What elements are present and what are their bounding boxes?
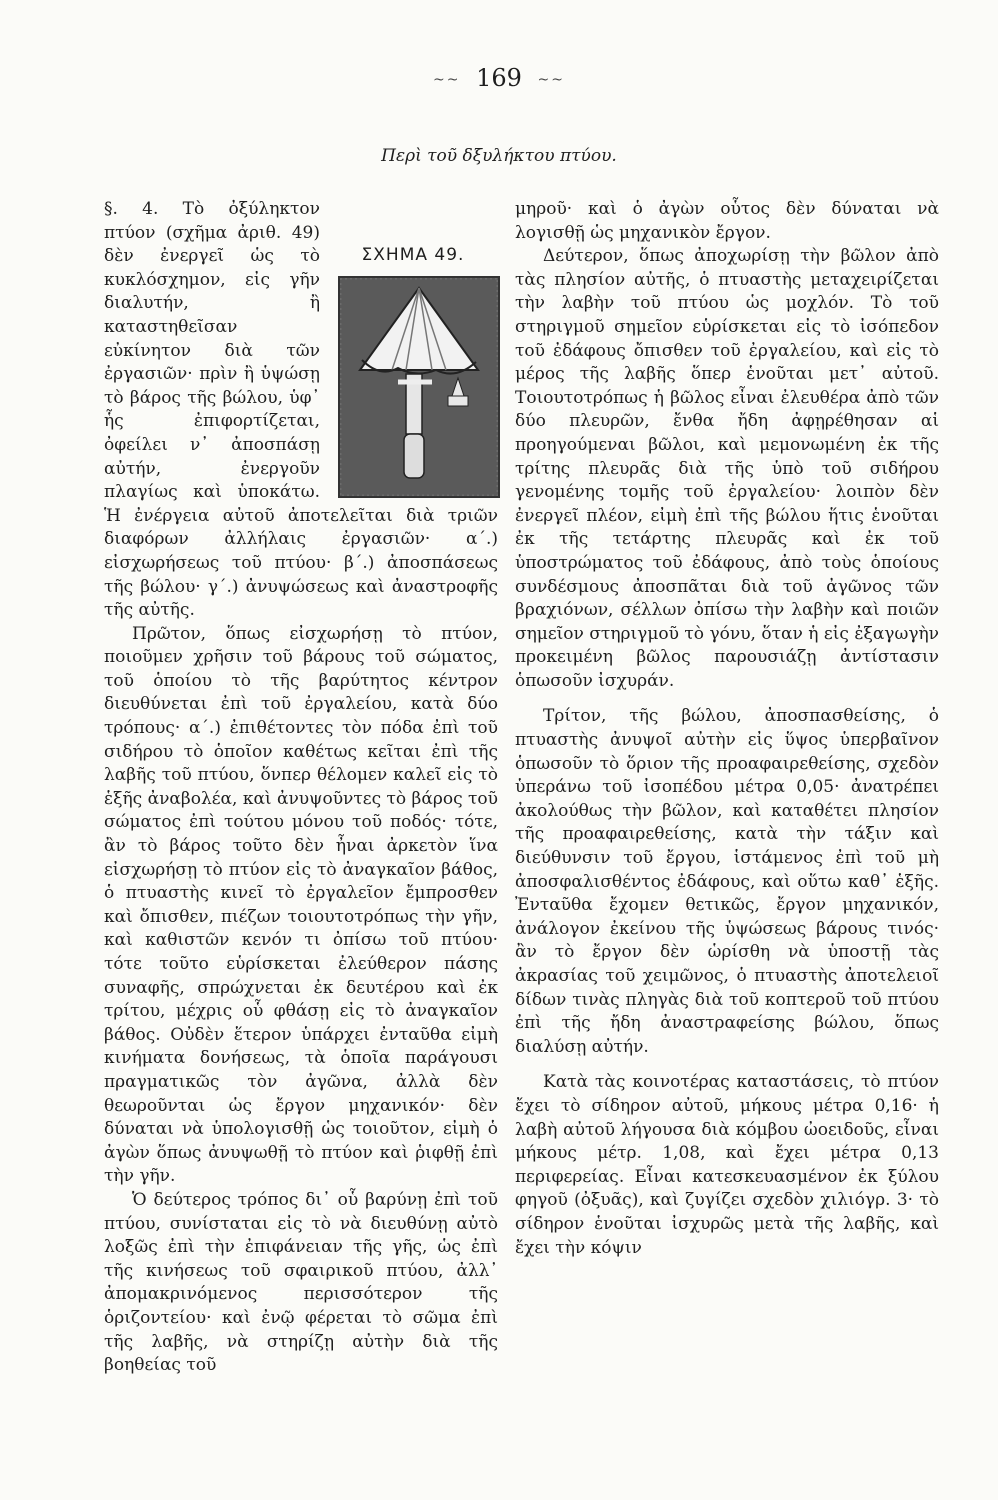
left-paragraph-2: Πρῶτον, ὅπως εἰσχωρήσῃ τὸ πτύον, ποιοῦμεν χρῆσιν τοῦ βάρους τοῦ σώματος, τοῦ ὁποίου τὸ τῆς βαρύτητος κέντρον διευθύνεται ἐπὶ τοῦ ἐργαλείου, κατὰ δύο τρόπους· α΄.) ἐπιθέτοντες τὸν πόδα ἐπὶ τοῦ σιδήρου τὸ ὁποῖον καθέτως κεῖται ἐπὶ τῆς λαβῆς τοῦ πτύου, ὅνπερ θέλομεν καλεῖ εἰς τὸ ἑξῆς ἀναβολέα, καὶ ἀνυψοῦντες τὸ βάρος τοῦ σώματος ἐπὶ τούτου μόνου τοῦ ποδός· τότε, ἂν τὸ βάρος τοῦτο δὲν ἦναι ἀρκετὸν ἵνα εἰσχωρήσῃ τὸ πτύον εἰς τὸ ἀναγκαῖον βάθος, ὁ πτυαστὴς κινεῖ τὸ ἐργαλεῖον ἔμπροσθεν καὶ ὄπισθεν, πιέζων τοιουτοτρόπως τὴν γῆν, καὶ καθιστῶν κενόν τι ὀπίσω τοῦ πτύου· τότε τοῦτο εὑρίσκεται ἐλεύθερον πάσης συναφῆς, σπρώχνεται ἐκ δευτέρου καὶ ἐκ τρίτου, μέχρις οὗ φθάσῃ εἰς τὸ ἀναγκαῖον βάθος. Οὐδὲν ἕτερον ὑπάρχει ἐνταῦθα εἰμὴ κινήματα δονήσεως, τὰ ὁποῖα παράγουσι πραγματικῶς τὸν ἀγῶνα, ἀλλὰ δὲν θεωροῦνται ὡς ἔργον μηχανικόν· δὲν δύναται νὰ ὑπολογισθῇ ὡς τοιοῦτον, εἰμὴ ὁ ἀγὼν ὅπως ἀνυψωθῇ τὸ πτύον καὶ ῥιφθῇ ἐπὶ τὴν γῆν.: [104, 623, 498, 1187]
page-number: 169: [476, 64, 522, 92]
figure-image: [338, 276, 500, 498]
right-paragraph-4: Κατὰ τὰς κοινοτέρας καταστάσεις, τὸ πτύον ἔχει τὸ σίδηρον αὐτοῦ, μήκους μέτρα 0,16· ἡ λαβὴ αὐτοῦ λήγουσα διὰ κόμβου ὠοειδοῦς, εἶναι μήκους μέτρ. 1,08, καὶ ἔχει μέτρα 0,13 περιφερείας. Εἶναι κατεσκευασμένον ἐκ ξύλου φηγοῦ (ὀξυᾶς), καὶ ζυγίζει σχεδὸν χιλιόγρ. 3· τὸ σίδηρον ἑνοῦται ἰσχυρῶς μετὰ τῆς λαβῆς, καὶ ἔχει τὴν κόψιν: [515, 1072, 939, 1258]
page-header: [0, 64, 998, 92]
right-paragraph-3: Τρίτον, τῆς βώλου, ἀποσπασθείσης, ὁ πτυαστὴς ἀνυψοῖ αὐτὴν εἰς ὕψος ὑπερβαῖνον ὁπωσοῦν τὸ ὅριον τῆς προαφαιρεθείσης, σχεδὸν ὑπεράνω τοῦ ἰσοπέδου μέτρα 0,05· ἀνατρέπει ἀκολούθως τὴν βῶλον, καὶ καταθέτει πλησίον τῆς προαφαιρεθείσης, κατὰ τὴν τάξιν καὶ διεύθυνσιν τοῦ ἔργου, ἱστάμενος ἐπὶ τοῦ μὴ ἀποσφαλισθέντος ἐδάφους, καὶ οὕτω καθ᾽ ἑξῆς. Ἐνταῦθα ἔχομεν θετικῶς, ἔργον μηχανικόν, ἀνάλογον ἐκείνου τῆς ὑψώσεως βάρους τινός· ἂν τὸ ἔργον δὲν ὡρίσθη νὰ ὑποστῇ τὰς ἀκρασίας τοῦ χειμῶνος, ὁ πτυαστὴς ἀποτελειοῖ δίδων τινὰς πληγὰς διὰ τοῦ κοπτεροῦ τοῦ πτύου ἐπὶ τῆς ἤδη ἀναστραφείσης βώλου, ὅπως διαλύσῃ αὐτήν.: [515, 706, 939, 1057]
figure-caption: ΣΧΗΜΑ 49.: [361, 245, 465, 265]
spade-illustration: [340, 278, 498, 496]
right-paragraph-1: μηροῦ· καὶ ὁ ἀγὼν οὗτος δὲν δύναται νὰ λογισθῇ ὡς μηχανικὸν ἔργον.: [515, 199, 939, 243]
ornament-right: ~~: [537, 71, 566, 88]
figure-49: [328, 244, 498, 498]
section-title: Περὶ τοῦ δξυλήκτου πτύου.: [381, 146, 617, 166]
right-paragraph-2: Δεύτερον, ὅπως ἀποχωρίσῃ τὴν βῶλον ἀπὸ τὰς πλησίον αὐτῆς, ὁ πτυαστὴς μεταχειρίζεται τὴν λαβὴν τοῦ πτύου ὡς μοχλόν. Τὸ τοῦ στηριγμοῦ σημεῖον εὑρίσκεται εἰς τὸ ἰσόπεδον τοῦ ἐδάφους ὄπισθεν τοῦ ἐργαλείου, καὶ εἰς τὸ μέρος τῆς λαβῆς ὅπερ ἑνοῦται μετ᾽ αὐτοῦ. Τοιουτοτρόπως ἡ βῶλος εἶναι ἐλευθέρα ἀπὸ τῶν δύο πλευρῶν, ἔνθα ἤδη ἀφῃρέθησαν αἱ προηγούμεναι βῶλοι, καὶ μεμονωμένη ἐκ τῆς τρίτης πλευρᾶς διὰ τῆς ὑπὸ τοῦ σιδήρου γενομένης τομῆς τοῦ ἐργαλείου· λοιπὸν δὲν ἐνεργεῖ πλέον, εἰμὴ ἐπὶ τῆς βώλου ἥτις ἑνοῦται ἐκ τῆς τετάρτης πλευρᾶς καὶ ἐκ τοῦ ὑποστρώματος τοῦ ἐδάφους, ἀπὸ τοὺς ὁποίους συνδέσμους ἀποσπᾶται διὰ τοῦ ἀγῶνος τῶν βραχιόνων, σέλλων ὀπίσω τὴν λαβὴν καὶ ποιῶν σημεῖον στηριγμοῦ τὸ γόνυ, ὅταν ἡ εἰς ἐξαγωγὴν προκειμένη βῶλος παρουσιάζῃ ἀντίστασιν ὁπωσοῦν ἰσχυράν.: [515, 246, 939, 691]
left-paragraph-1: §. 4. Τὸ ὀξύληκτον πτύον (σχῆμα ἀριθ. 49) δὲν ἐνεργεῖ ὡς τὸ κυκλόσχημον, εἰς γῆν διαλυτήν, ἢ καταστηθεῖσαν εὐκίνητον διὰ τῶν ἐργασιῶν· πρὶν ἢ ὑψώσῃ τὸ βάρος τῆς βώλου, ὑφ᾽ ἧς ἐπιφορτίζεται, ὀφείλει ν᾽ ἀποσπάσῃ αὐτήν, ἐνεργοῦν πλαγίως καὶ ὑποκάτω. Ἡ ἐνέργεια αὐτοῦ ἀποτελεῖται διὰ τριῶν διαφόρων ἀλλήλαις ἐργασιῶν· α΄.) εἰσχωρήσεως τοῦ πτύου· β΄.) ἀποσπάσεως τῆς βώλου· γ΄.) ἀνυψώσεως καὶ ἀναστροφῆς τῆς αὐτῆς.: [104, 199, 498, 621]
left-column: [104, 198, 498, 1378]
right-column: [515, 198, 939, 1260]
ornament-left: ~~: [432, 71, 461, 88]
left-paragraph-3: Ὁ δεύτερος τρόπος δι᾽ οὗ βαρύνῃ ἐπὶ τοῦ πτύου, συνίσταται εἰς τὸ νὰ διευθύνῃ αὐτὸ λοξῶς ἐπὶ τὴν ἐπιφάνειαν τῆς γῆς, ὡς ἐπὶ τῆς κινήσεως τοῦ σφαιρικοῦ πτύου, ἀλλ᾽ ἀπομακρινόμενος περισσότερον τῆς ὁριζοντείου· καὶ ἐνῷ φέρεται τὸ σῶμα ἐπὶ τῆς λαβῆς, νὰ στηρίζῃ αὐτὴν διὰ τῆς βοηθείας τοῦ: [104, 1189, 498, 1376]
